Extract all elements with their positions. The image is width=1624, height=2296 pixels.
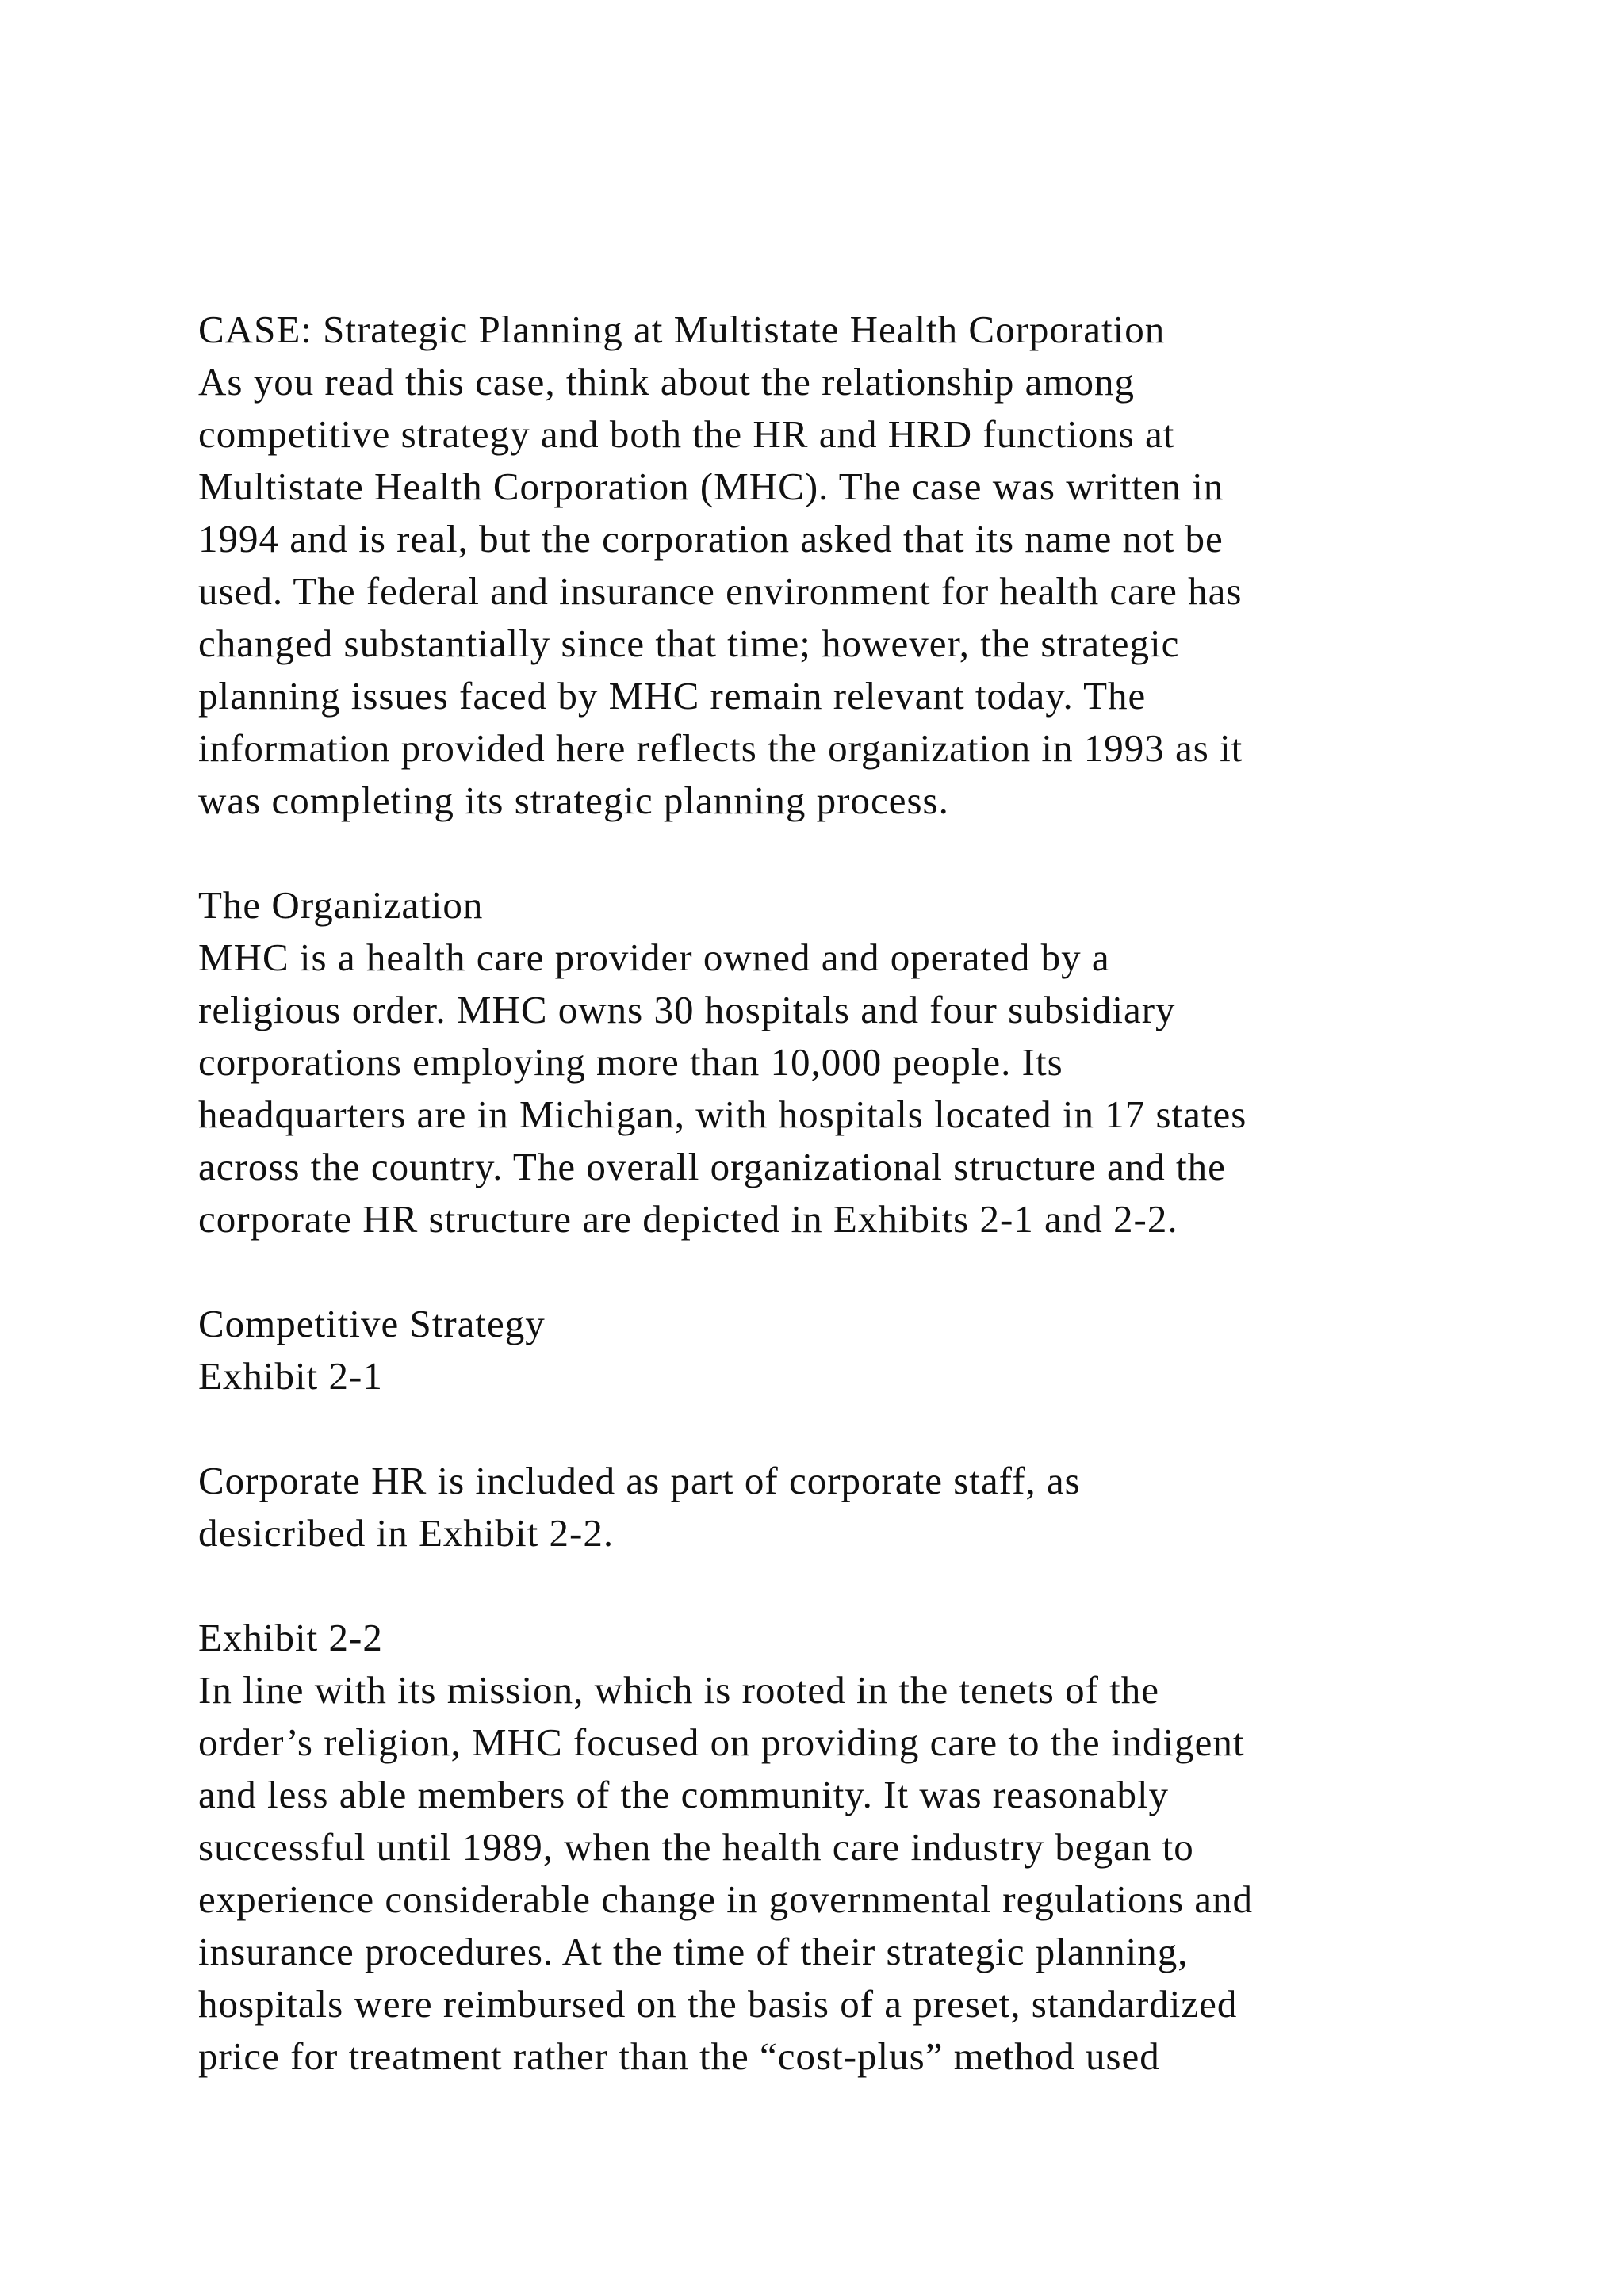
intro-line: planning issues faced by MHC remain relevant today. The	[198, 674, 1147, 718]
exhibit-label-2-1: Exhibit 2-1	[198, 1354, 383, 1398]
intro-line: changed substantially since that time; however, the strategic	[198, 622, 1180, 665]
mission-line: order’s religion, MHC focused on providing care to the indigent	[198, 1720, 1245, 1764]
intro-line: used. The federal and insurance environment for health care has	[198, 569, 1243, 613]
section-heading-organization: The Organization	[198, 883, 484, 927]
mission-line: In line with its mission, which is rooted in the tenets of the	[198, 1668, 1159, 1712]
corporate-hr-line: Corporate HR is included as part of corporate staff, as	[198, 1459, 1081, 1502]
organization-line: across the country. The overall organizational structure and the	[198, 1145, 1226, 1188]
paragraph-spacer	[198, 827, 1530, 879]
paragraph-spacer	[198, 1559, 1530, 1612]
exhibit-label-2-2: Exhibit 2-2	[198, 1616, 383, 1659]
organization-line: corporations employing more than 10,000 people. Its	[198, 1040, 1063, 1084]
paragraph-spacer	[198, 1402, 1530, 1455]
document-body	[198, 304, 1530, 2083]
mission-line: insurance procedures. At the time of their strategic planning,	[198, 1930, 1189, 1973]
intro-line: Multistate Health Corporation (MHC). The case was written in	[198, 465, 1224, 508]
intro-line: 1994 and is real, but the corporation asked that its name not be	[198, 517, 1224, 561]
organization-line: religious order. MHC owns 30 hospitals and four subsidiary	[198, 988, 1176, 1031]
intro-line: As you read this case, think about the relationship among	[198, 360, 1136, 404]
organization-line: corporate HR structure are depicted in Exhibits 2-1 and 2-2.	[198, 1197, 1178, 1241]
paragraph-spacer	[198, 1246, 1530, 1298]
organization-line: headquarters are in Michigan, with hospitals located in 17 states	[198, 1093, 1247, 1136]
document-title: CASE: Strategic Planning at Multistate Health Corporation	[198, 308, 1166, 351]
mission-line: price for treatment rather than the “cost-plus” method used	[198, 2034, 1160, 2078]
intro-line: was completing its strategic planning process.	[198, 779, 949, 822]
intro-line: information provided here reflects the organization in 1993 as it	[198, 726, 1243, 770]
section-heading-strategy: Competitive Strategy	[198, 1302, 546, 1345]
corporate-hr-line: desicribed in Exhibit 2-2.	[198, 1511, 615, 1555]
mission-line: experience considerable change in governmental regulations and	[198, 1877, 1254, 1921]
mission-line: hospitals were reimbursed on the basis of a preset, standardized	[198, 1982, 1238, 2026]
intro-line: competitive strategy and both the HR and HRD functions at	[198, 412, 1175, 456]
organization-line: MHC is a health care provider owned and operated by a	[198, 936, 1110, 979]
mission-line: successful until 1989, when the health care industry began to	[198, 1825, 1194, 1869]
mission-line: and less able members of the community. It was reasonably	[198, 1773, 1170, 1816]
